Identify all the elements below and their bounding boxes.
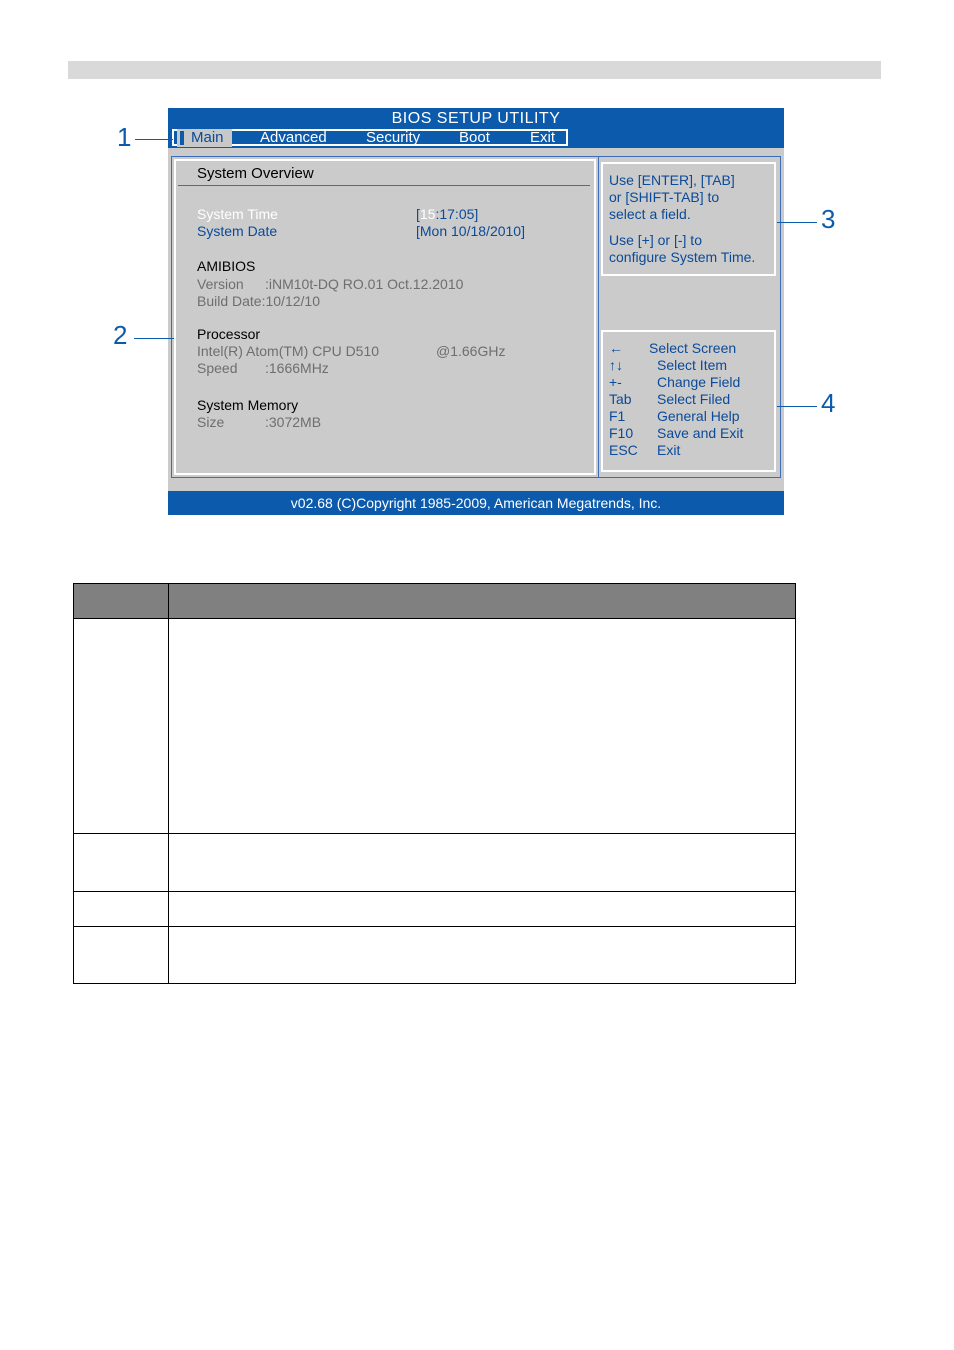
table-cell — [74, 834, 169, 892]
bios-screen — [168, 108, 784, 515]
overview-title: System Overview — [197, 165, 314, 182]
bios-title: BIOS SETUP UTILITY — [391, 110, 561, 127]
table-cell — [74, 892, 169, 927]
help-line: Use [ENTER], [TAB] — [609, 172, 735, 188]
key-action: Select Filed — [657, 391, 731, 407]
key-action: General Help — [657, 408, 740, 424]
callout-number-1: 1 — [117, 122, 132, 152]
table-header-row — [74, 584, 796, 619]
help-line: select a field. — [609, 206, 691, 222]
table-cell — [74, 927, 169, 984]
speed-value: :1666MHz — [265, 360, 329, 376]
help-line: Use [+] or [-] to — [609, 232, 702, 248]
callout-number-3: 3 — [821, 204, 836, 234]
amibios-heading: AMIBIOS — [197, 258, 256, 274]
key-tab: Tab — [609, 391, 632, 407]
help-line: or [SHIFT-TAB] to — [609, 189, 720, 205]
key-action: Select Screen — [649, 340, 737, 356]
bios-menu-bar — [168, 128, 784, 148]
bios-title-bar — [168, 108, 784, 128]
key-action: Select Item — [657, 357, 728, 373]
callout-number-4: 4 — [821, 388, 836, 418]
table-header-cell — [74, 584, 169, 619]
key-action: Save and Exit — [657, 425, 744, 441]
system-date-value[interactable]: [Mon 10/18/2010] — [416, 223, 525, 239]
table-cell — [74, 619, 169, 834]
menu-boot[interactable]: Boot — [459, 129, 490, 146]
table-row — [74, 834, 796, 892]
processor-name: Intel(R) Atom(TM) CPU D510 — [197, 343, 380, 359]
bios-footer-bar — [168, 491, 784, 515]
system-time-hour[interactable]: 15 — [419, 206, 436, 222]
overview-divider — [178, 185, 590, 186]
callout-line-2 — [134, 338, 174, 339]
memory-heading: System Memory — [197, 397, 299, 413]
callout-line-4 — [777, 406, 817, 407]
processor-heading: Processor — [197, 326, 261, 342]
system-time-value[interactable] — [416, 206, 478, 222]
callout-line-1 — [135, 139, 173, 140]
menu-main[interactable]: Main — [177, 129, 232, 147]
build-date: Build Date:10/12/10 — [197, 293, 320, 309]
key-f10: F10 — [609, 425, 634, 441]
key-esc: ESC — [609, 442, 638, 458]
table-header-cell — [169, 584, 796, 619]
description-table — [73, 583, 796, 984]
table-row — [74, 927, 796, 984]
table-cell — [169, 892, 796, 927]
table-cell — [169, 619, 796, 834]
key-action: Exit — [657, 442, 681, 458]
table-cell — [169, 927, 796, 984]
header-bar — [68, 61, 881, 79]
menu-security[interactable]: Security — [366, 129, 421, 146]
table-row — [74, 892, 796, 927]
key-action: Change Field — [657, 374, 741, 390]
version-value: :iNM10t-DQ RO.01 Oct.12.2010 — [265, 276, 464, 292]
system-date-label[interactable]: System Date — [197, 223, 278, 239]
system-time-rest: :17:05] — [435, 206, 479, 222]
size-value: :3072MB — [265, 414, 322, 430]
processor-frequency: @1.66GHz — [436, 343, 506, 359]
table-row — [74, 619, 796, 834]
key-up-down-arrows: ↑↓ — [609, 357, 623, 373]
bios-copyright: v02.68 (C)Copyright 1985-2009, American Megatrends, Inc. — [290, 495, 662, 511]
system-time-label[interactable]: System Time — [197, 206, 278, 222]
version-label: Version — [197, 276, 244, 292]
help-line: configure System Time. — [609, 249, 756, 265]
key-f1: F1 — [609, 408, 626, 424]
key-plus-minus: +- — [609, 374, 622, 390]
speed-label: Speed — [197, 360, 238, 376]
system-time-bracket: [ — [416, 206, 420, 222]
menu-exit[interactable]: Exit — [530, 129, 556, 146]
menu-advanced[interactable]: Advanced — [260, 129, 327, 146]
key-left-arrow: ← — [609, 340, 623, 356]
callout-number-2: 2 — [113, 320, 128, 350]
table-cell — [169, 834, 796, 892]
callout-line-3 — [777, 222, 817, 223]
size-label: Size — [197, 414, 225, 430]
